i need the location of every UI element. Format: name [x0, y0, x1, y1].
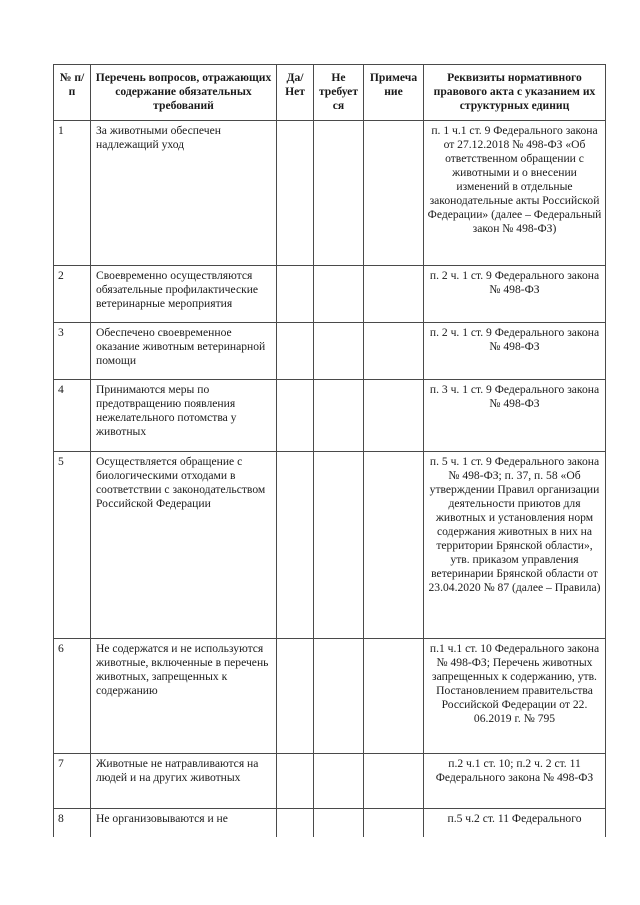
row-num: 4	[54, 380, 91, 452]
row-requisites: п.1 ч.1 ст. 10 Федерального закона № 498-ФЗ; Перечень животных запрещенных к содержанию, утв. Постановлением правительства Российской Федерации от 22. 06.2019 г. № 795	[424, 639, 606, 754]
table-row	[54, 452, 606, 639]
row-not-required-cell[interactable]	[314, 323, 364, 380]
row-not-required-cell[interactable]	[314, 121, 364, 266]
row-num: 8	[54, 809, 91, 837]
row-not-required-cell[interactable]	[314, 452, 364, 639]
row-note-cell[interactable]	[364, 121, 424, 266]
table-row	[54, 639, 606, 754]
row-question: Животные не натравливаются на людей и на других животных	[91, 754, 277, 809]
row-not-required-cell[interactable]	[314, 754, 364, 809]
checklist-table-container	[53, 64, 605, 837]
table-header-row	[54, 65, 606, 121]
row-not-required-cell[interactable]	[314, 380, 364, 452]
row-requisites: п. 2 ч. 1 ст. 9 Федерального закона № 498-ФЗ	[424, 323, 606, 380]
row-yes-no-cell[interactable]	[277, 639, 314, 754]
header-yes-no: Да/ Нет	[277, 65, 314, 121]
row-note-cell[interactable]	[364, 809, 424, 837]
header-note: Примеча ние	[364, 65, 424, 121]
row-not-required-cell[interactable]	[314, 809, 364, 837]
table-row	[54, 121, 606, 266]
row-num: 5	[54, 452, 91, 639]
table-row	[54, 809, 606, 837]
header-requisites: Реквизиты нормативного правового акта с указанием их структурных единиц	[424, 65, 606, 121]
row-question: За животными обеспечен надлежащий уход	[91, 121, 277, 266]
table-row	[54, 323, 606, 380]
row-num: 2	[54, 266, 91, 323]
table-row	[54, 754, 606, 809]
row-note-cell[interactable]	[364, 754, 424, 809]
row-yes-no-cell[interactable]	[277, 380, 314, 452]
row-requisites: п.2 ч.1 ст. 10; п.2 ч. 2 ст. 11 Федерального закона № 498-ФЗ	[424, 754, 606, 809]
row-note-cell[interactable]	[364, 380, 424, 452]
row-requisites: п. 1 ч.1 ст. 9 Федерального закона от 27.12.2018 № 498-ФЗ «Об ответственном обращении с животными и о внесении изменений в отдельные законодательные акты Российской Федерации» (далее – Федеральный закон № 498-ФЗ)	[424, 121, 606, 266]
row-question: Не содержатся и не используются животные, включенные в перечень животных, запрещенных к содержанию	[91, 639, 277, 754]
table-row	[54, 380, 606, 452]
row-question: Принимаются меры по предотвращению появления нежелательного потомства у животных	[91, 380, 277, 452]
row-note-cell[interactable]	[364, 266, 424, 323]
header-num: № п/п	[54, 65, 91, 121]
row-yes-no-cell[interactable]	[277, 121, 314, 266]
row-yes-no-cell[interactable]	[277, 809, 314, 837]
checklist-table	[53, 64, 606, 837]
row-requisites: п.5 ч.2 ст. 11 Федерального	[424, 809, 606, 837]
row-requisites: п. 3 ч. 1 ст. 9 Федерального закона № 498-ФЗ	[424, 380, 606, 452]
row-note-cell[interactable]	[364, 323, 424, 380]
row-yes-no-cell[interactable]	[277, 754, 314, 809]
row-note-cell[interactable]	[364, 639, 424, 754]
row-yes-no-cell[interactable]	[277, 452, 314, 639]
table-row	[54, 266, 606, 323]
row-requisites: п. 5 ч. 1 ст. 9 Федерального закона № 498-ФЗ; п. 37, п. 58 «Об утверждении Правил организации деятельности приютов для животных и установления норм содержания животных в них на территории Брянской области», утв. приказом управления ветеринарии Брянской области от 23.04.2020 № 87 (далее – Правила)	[424, 452, 606, 639]
row-yes-no-cell[interactable]	[277, 323, 314, 380]
row-num: 7	[54, 754, 91, 809]
header-not-required: Не требует ся	[314, 65, 364, 121]
row-question: Не организовываются и не	[91, 809, 277, 837]
row-num: 1	[54, 121, 91, 266]
row-num: 3	[54, 323, 91, 380]
row-question: Осуществляется обращение с биологическими отходами в соответствии с законодательством Российской Федерации	[91, 452, 277, 639]
row-question: Своевременно осуществляются обязательные профилактические ветеринарные мероприятия	[91, 266, 277, 323]
row-num: 6	[54, 639, 91, 754]
row-yes-no-cell[interactable]	[277, 266, 314, 323]
header-question: Перечень вопросов, отражающих содержание обязательных требований	[91, 65, 277, 121]
row-requisites: п. 2 ч. 1 ст. 9 Федерального закона № 498-ФЗ	[424, 266, 606, 323]
row-note-cell[interactable]	[364, 452, 424, 639]
row-question: Обеспечено своевременное оказание животным ветеринарной помощи	[91, 323, 277, 380]
row-not-required-cell[interactable]	[314, 266, 364, 323]
row-not-required-cell[interactable]	[314, 639, 364, 754]
